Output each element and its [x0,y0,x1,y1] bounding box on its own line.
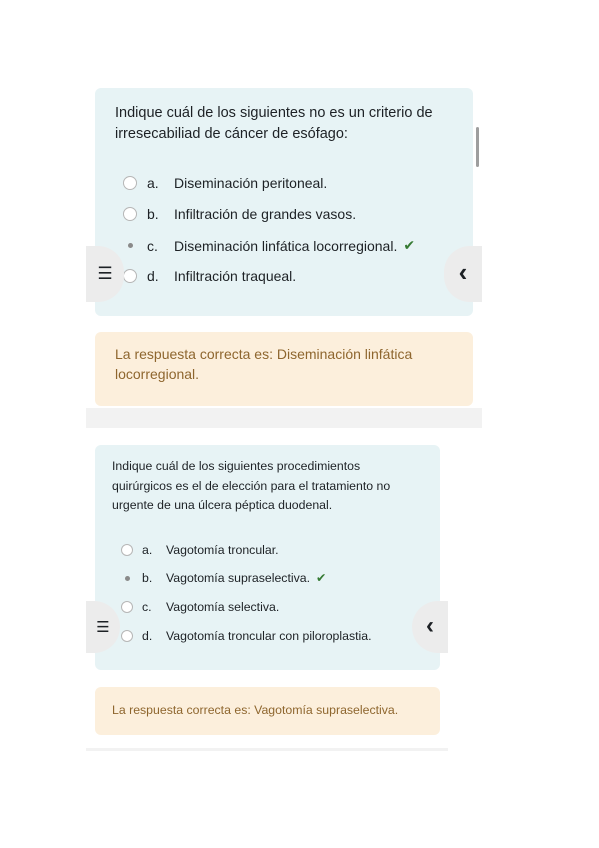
feedback-line: La respuesta correcta es: Diseminación linfática [115,346,413,362]
option-label: Infiltración de grandes vasos. [174,206,357,222]
answer-option-d[interactable] [121,629,372,643]
correct-answer-feedback [95,332,473,406]
option-label: Infiltración traqueal. [174,268,297,284]
option-letter: b. [147,206,159,222]
scrollbar-thumb[interactable] [476,127,479,167]
answer-option-c[interactable] [123,237,415,254]
list-icon: ☰ [97,264,113,283]
option-letter: d. [147,268,159,284]
option-letter: d. [142,629,153,643]
checkmark-icon: ✔ [403,237,416,253]
question-text [115,103,433,145]
option-label: Diseminación peritoneal. [174,175,328,191]
radio-button-selected[interactable] [123,239,137,253]
answer-option-a[interactable] [121,543,279,557]
question-text-line: irresecabiliad de cáncer de esófago: [115,126,348,143]
option-letter: c. [147,237,158,254]
correct-answer-feedback [95,687,440,735]
option-label: Vagotomía troncular. [166,543,279,557]
question-card-2 [95,445,440,670]
chevron-left-icon: ‹ [426,611,434,639]
question-text-line: quirúrgicos es el de elección para el tratamiento no [112,478,391,493]
option-letter: a. [142,543,153,557]
chevron-left-icon: ‹ [458,257,468,287]
answer-option-d[interactable] [123,268,296,284]
feedback-line: locorregional. [115,366,200,383]
option-label: Vagotomía supraselectiva. [166,571,310,585]
feedback-text: La respuesta correcta es: Vagotomía supraselectiva. [112,703,399,717]
radio-button[interactable] [123,176,137,190]
question-text-line: Indique cuál de los siguientes procedimientos [112,459,361,473]
radio-button-selected[interactable] [121,572,133,584]
option-label: Vagotomía selectiva. [166,600,280,614]
option-label: Vagotomía troncular con piloroplastia. [166,629,372,643]
checkmark-icon: ✔ [316,571,327,585]
radio-button[interactable] [121,630,133,642]
question-text [112,457,390,516]
feedback-text [115,344,412,385]
option-letter: a. [147,175,159,191]
radio-button[interactable] [123,269,137,283]
answer-option-c[interactable] [121,600,279,614]
page-navigation-strip [86,748,448,751]
answer-option-a[interactable] [123,175,327,191]
answer-option-b[interactable] [123,206,356,222]
option-letter: c. [142,600,152,614]
radio-button[interactable] [121,544,133,556]
page-navigation-strip [86,408,482,428]
question-text-line: urgente de una úlcera péptica duodenal. [112,498,333,513]
answer-option-b[interactable] [121,571,326,585]
list-icon: ☰ [96,619,110,636]
radio-button[interactable] [123,207,137,221]
question-text-line: Indique cuál de los siguientes no es un criterio de [115,105,433,121]
question-card-1 [95,88,473,316]
option-label: Diseminación linfática locorregional. [174,237,398,254]
radio-button[interactable] [121,601,133,613]
option-letter: b. [142,571,153,585]
